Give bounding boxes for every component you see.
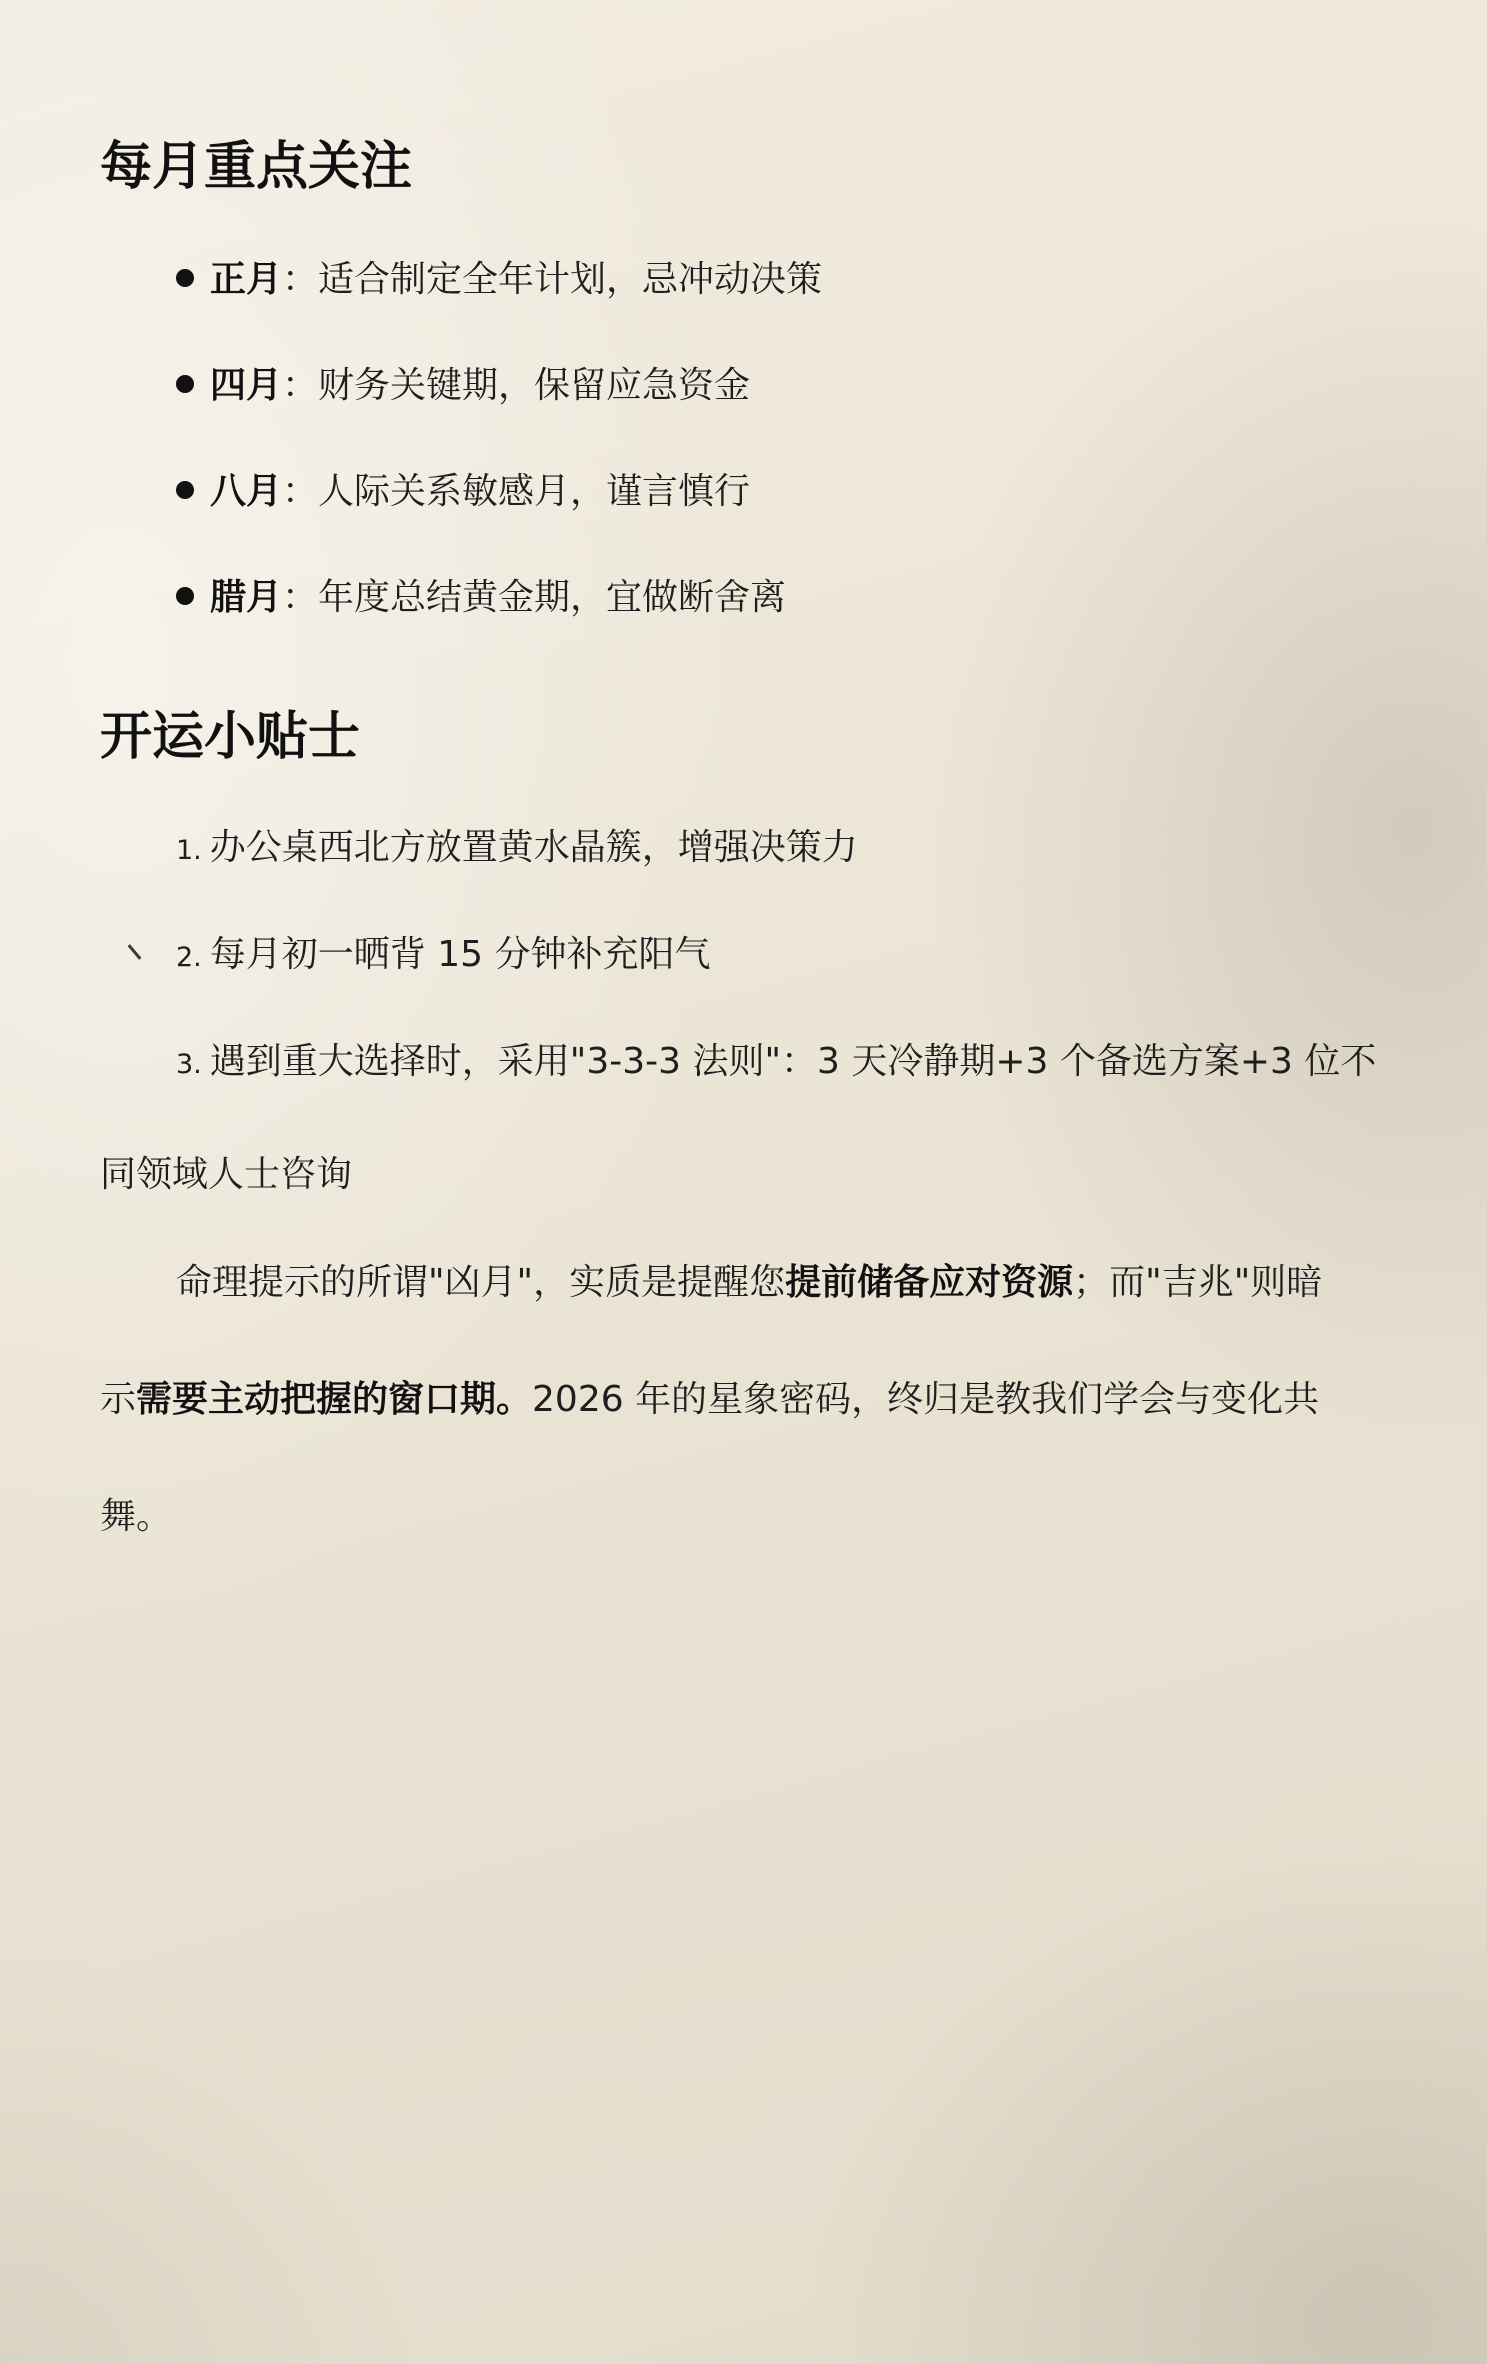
bullet-item-label: 正月: [210, 259, 283, 300]
bullet-dot-icon: [176, 269, 194, 287]
bullet-dot-icon: [176, 375, 194, 393]
bullet-item-text: 财务关键期，保留应急资金: [318, 365, 751, 406]
bullet-item-month-8: [176, 470, 750, 513]
numbered-item-marker: 1.: [176, 835, 202, 866]
bullet-item-text: 年度总结黄金期，宜做断舍离: [318, 577, 787, 618]
stray-mark-icon: [128, 944, 142, 960]
bullet-item-separator: ：: [282, 577, 319, 618]
bullet-item-separator: ：: [282, 259, 319, 300]
bullet-item-label: 八月: [210, 471, 283, 512]
closing-paragraph-line-3: 舞。: [100, 1496, 173, 1537]
bullet-item-label: 四月: [210, 365, 283, 406]
bullet-item-month-4: [176, 364, 750, 407]
numbered-item-marker: 2.: [176, 942, 202, 973]
closing-text: 示: [100, 1379, 137, 1420]
closing-text: 2026 年的星象密码，终归是教我们学会与变化共: [532, 1379, 1320, 1420]
bullet-dot-icon: [176, 587, 194, 605]
bullet-item-text: 适合制定全年计划，忌冲动决策: [318, 259, 823, 300]
numbered-item-2: [176, 933, 710, 976]
closing-emphasis: 提前储备应对资源: [785, 1262, 1074, 1303]
numbered-item-text: 遇到重大选择时，采用"3-3-3 法则"：3 天冷静期+3 个备选方案+3 位不: [209, 1041, 1377, 1082]
closing-text: ；而"吉兆"则暗: [1073, 1262, 1323, 1303]
bullet-item-label: 腊月: [210, 577, 283, 618]
numbered-item-1: [176, 826, 858, 869]
numbered-item-3: [176, 1040, 1376, 1083]
bullet-item-month-12: [176, 576, 786, 619]
numbered-item-text: 每月初一晒背 15 分钟补充阳气: [209, 934, 711, 975]
bullet-dot-icon: [176, 481, 194, 499]
numbered-item-3-continuation: 同领域人士咨询: [100, 1154, 353, 1195]
section-heading-luck-tips: 开运小贴士: [100, 707, 361, 767]
section-heading-monthly-focus: 每月重点关注: [100, 137, 413, 197]
numbered-item-marker: 3.: [176, 1049, 202, 1080]
closing-paragraph-line-2: [100, 1378, 1319, 1421]
numbered-item-text: 办公桌西北方放置黄水晶簇，增强决策力: [209, 827, 858, 868]
bullet-item-text: 人际关系敏感月，谨言慎行: [318, 471, 751, 512]
bullet-item-month-1: [176, 258, 822, 301]
closing-text: 命理提示的所谓"凶月"，实质是提醒您: [176, 1262, 786, 1303]
bullet-item-separator: ：: [282, 365, 319, 406]
bullet-item-separator: ：: [282, 471, 319, 512]
closing-paragraph-line-1: [176, 1261, 1322, 1304]
closing-emphasis: 需要主动把握的窗口期。: [136, 1379, 533, 1420]
